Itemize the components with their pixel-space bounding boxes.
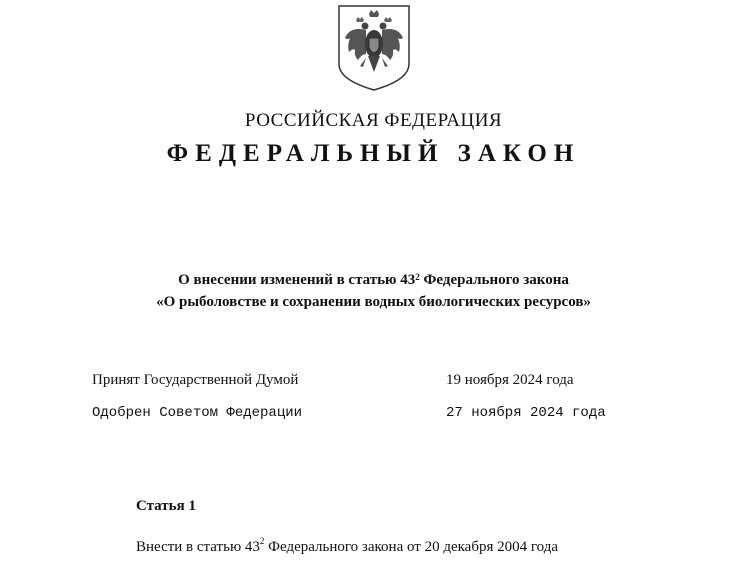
law-title bbox=[0, 269, 747, 313]
superscript-index: 2 bbox=[259, 536, 265, 546]
superscript-index: 2 bbox=[415, 272, 420, 282]
law-title-line-1 bbox=[0, 269, 747, 291]
coat-of-arms-icon bbox=[336, 4, 412, 92]
adoption-label: Принят Государственной Думой bbox=[92, 372, 299, 388]
approval-label: Одобрен Советом Федерации bbox=[92, 405, 303, 421]
law-title-text: О внесении изменений в статью 43 bbox=[178, 272, 416, 288]
article-body bbox=[136, 536, 559, 556]
article-heading: Статья 1 bbox=[136, 498, 196, 514]
article-body-text-cont: Федерального закона от 20 декабря 2004 года bbox=[264, 539, 559, 555]
approval-date: 27 ноября 2024 года bbox=[446, 405, 606, 421]
adoption-date: 19 ноября 2024 года bbox=[446, 372, 574, 388]
document-type: ФЕДЕРАЛЬНЫЙ ЗАКОН bbox=[166, 140, 581, 167]
country-name: РОССИЙСКАЯ ФЕДЕРАЦИЯ bbox=[244, 110, 503, 131]
law-title-text-cont: Федерального закона bbox=[419, 272, 569, 288]
article-body-text: Внести в статью 43 bbox=[136, 539, 260, 555]
law-title-line-2: «О рыболовстве и сохранении водных биологических ресурсов» bbox=[156, 294, 591, 310]
